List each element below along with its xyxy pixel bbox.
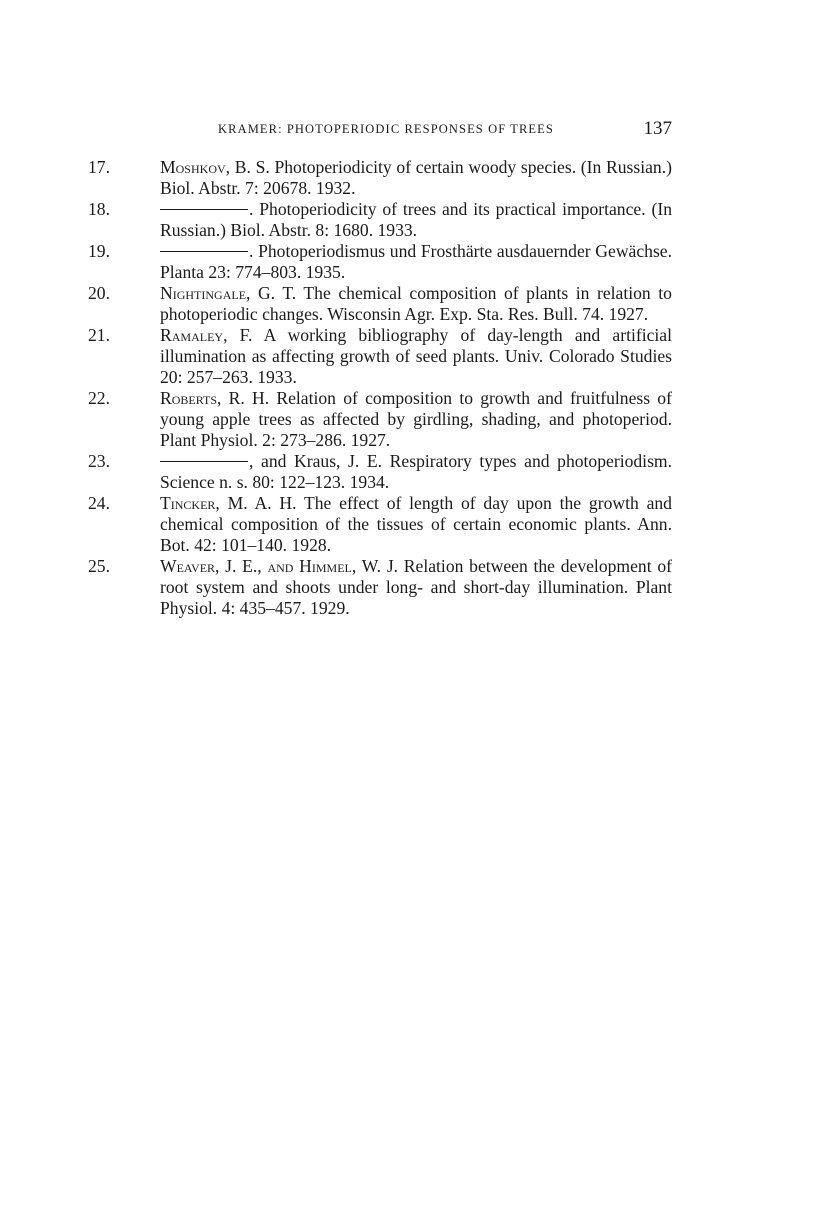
reference-item	[88, 451, 672, 493]
reference-item	[88, 283, 672, 325]
reference-number: 25.	[88, 556, 110, 576]
reference-number: 17.	[88, 157, 110, 177]
reference-text: A working bibliography of day-length and artificial illumination as affecting growth of seed plants. Univ. Colorado Studies 20: 257–263. 1933.	[160, 325, 672, 387]
ditto-rule	[160, 251, 248, 252]
reference-number: 20.	[88, 283, 110, 303]
reference-item	[88, 199, 672, 241]
reference-author: Roberts, R. H.	[160, 388, 270, 408]
reference-item	[88, 325, 672, 388]
reference-item	[88, 388, 672, 451]
ditto-rule	[160, 209, 248, 210]
reference-author: Moshkov, B. S.	[160, 157, 270, 177]
reference-text: , and Kraus, J. E. Respiratory types and photoperiodism. Science n. s. 80: 122–123. 1934.	[160, 451, 672, 492]
reference-text: Relation of composition to growth and fruitfulness of young apple trees as affected by girdling, shading, and photoperiod. Plant Physiol. 2: 273–286. 1927.	[160, 388, 672, 450]
running-header	[160, 118, 672, 142]
running-title: KRAMER: PHOTOPERIODIC RESPONSES OF TREES	[218, 122, 554, 136]
reference-text: The effect of length of day upon the growth and chemical composition of the tissues of certain economic plants. Ann. Bot. 42: 101–140. 1928.	[160, 493, 672, 555]
reference-number: 24.	[88, 493, 110, 513]
reference-author: Nightingale, G. T.	[160, 283, 297, 303]
reference-list	[88, 157, 672, 619]
reference-number: 23.	[88, 451, 110, 471]
reference-text: . Photoperiodismus und Frosthärte ausdauernder Gewächse. Planta 23: 774–803. 1935.	[160, 241, 672, 282]
reference-text: Photoperiodicity of certain woody species. (In Russian.) Biol. Abstr. 7: 20678. 1932.	[160, 157, 672, 198]
reference-text: Relation between the development of root system and shoots under long- and short-day illumination. Plant Physiol. 4: 435–457. 1929.	[160, 556, 672, 618]
reference-item	[88, 241, 672, 283]
reference-text: . Photoperiodicity of trees and its practical importance. (In Russian.) Biol. Abstr. 8: 1680. 1933.	[160, 199, 672, 240]
reference-number: 19.	[88, 241, 110, 261]
ditto-rule	[160, 461, 248, 462]
reference-item	[88, 157, 672, 199]
reference-author: Ramaley, F.	[160, 325, 253, 345]
reference-text: The chemical composition of plants in relation to photoperiodic changes. Wisconsin Agr. Exp. Sta. Res. Bull. 74. 1927.	[160, 283, 672, 324]
reference-item	[88, 493, 672, 556]
reference-author: Tincker, M. A. H.	[160, 493, 297, 513]
page-number: 137	[643, 118, 672, 139]
reference-number: 22.	[88, 388, 110, 408]
reference-number: 18.	[88, 199, 110, 219]
reference-author: Weaver, J. E., and Himmel, W. J.	[160, 556, 399, 576]
reference-number: 21.	[88, 325, 110, 345]
reference-item	[88, 556, 672, 619]
